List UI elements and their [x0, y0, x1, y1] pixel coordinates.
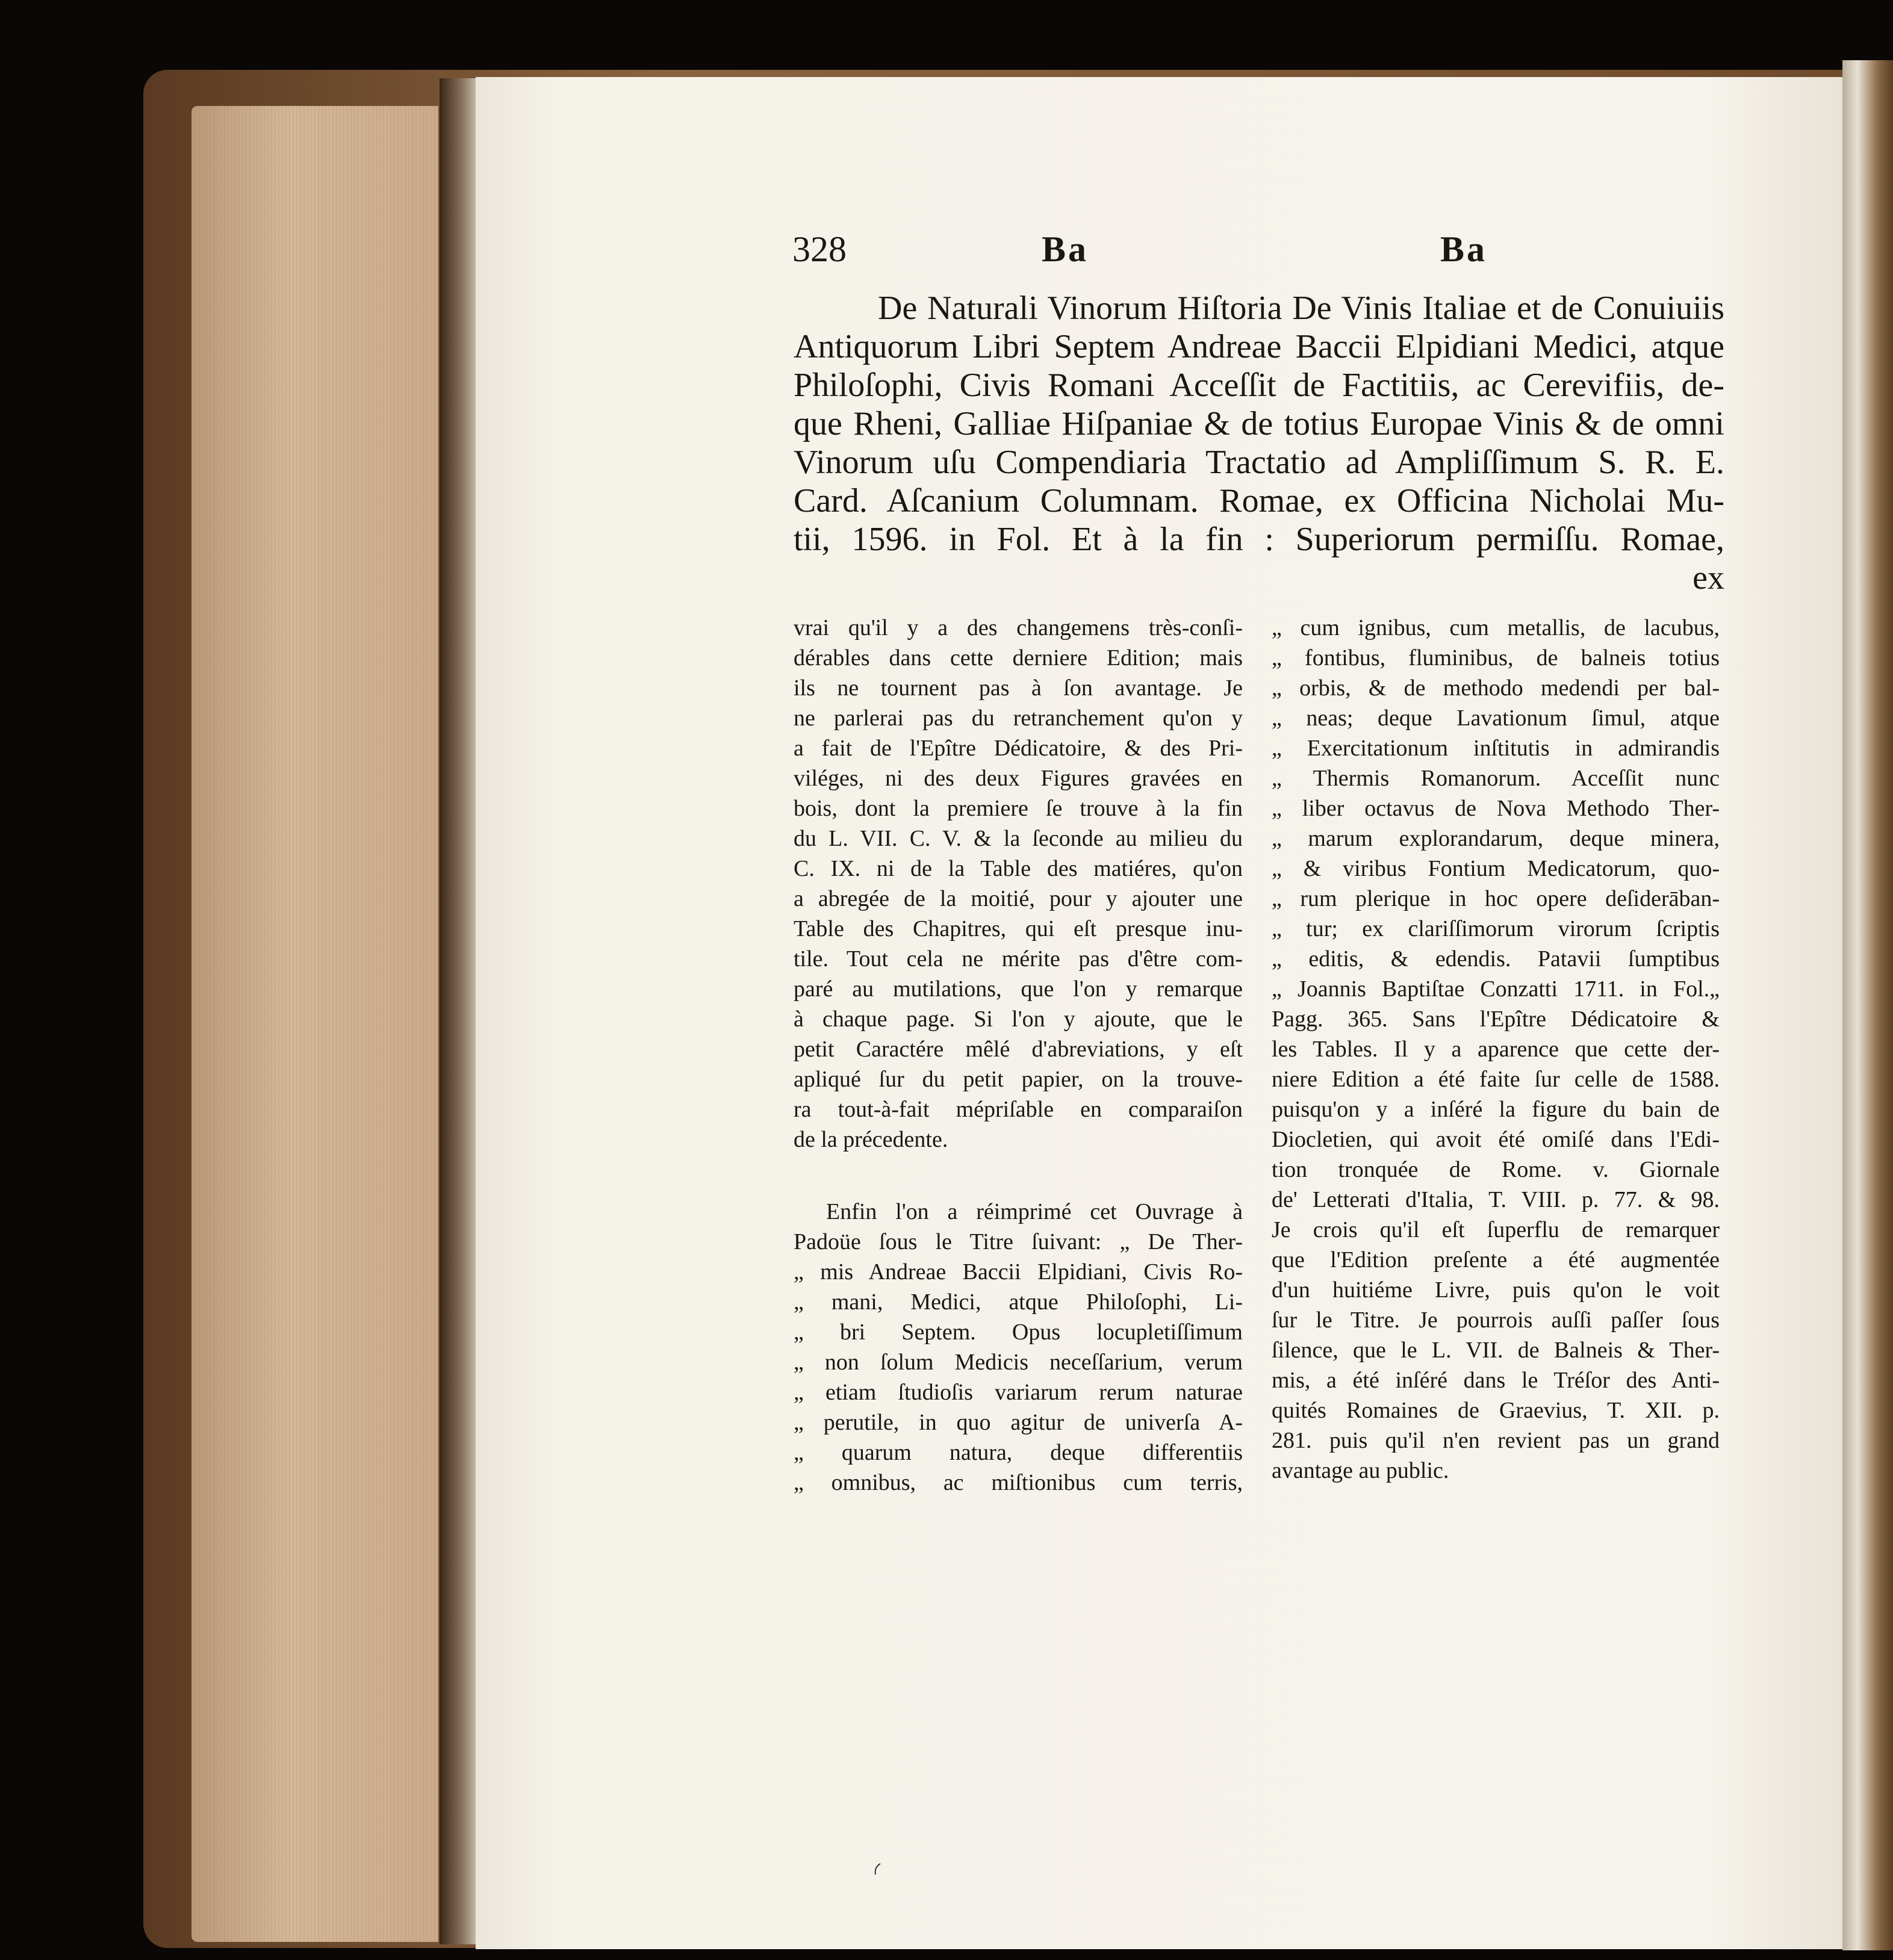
- ink-mark-icon: [871, 1862, 884, 1876]
- text-line: vrai qu'il y a des changemens très-conſi-: [794, 615, 1243, 640]
- page-edges: [191, 106, 438, 1942]
- text-line: „ mani, Medici, atque Philoſophi, Li-: [794, 1289, 1243, 1315]
- text-line: quités Romaines de Graevius, T. XII. p.: [1272, 1398, 1720, 1423]
- running-head-right: Ba: [1440, 229, 1488, 269]
- text-line: puisqu'on y a inſéré la figure du bain de: [1272, 1097, 1720, 1122]
- text-line: ne parlerai pas du retranchement qu'on y: [794, 706, 1243, 731]
- text-line: apliqué ſur du petit papier, on la trouve-: [794, 1067, 1243, 1092]
- running-head-left: Ba: [1042, 229, 1089, 269]
- text-line: tile. Tout cela ne mérite pas d'être com-: [794, 946, 1243, 972]
- title-line: Philoſophi, Civis Romani Acceſſit de Factitiis, ac Cerevifiis, de-: [794, 367, 1724, 404]
- text-line: „ perutile, in quo agitur de univerſa A-: [794, 1410, 1243, 1435]
- right-column: [1272, 613, 1720, 1486]
- title-line: Antiquorum Libri Septem Andreae Baccii Elpidiani Medici, atque: [794, 328, 1724, 365]
- text-line: „ fontibus, fluminibus, de balneis totius: [1272, 645, 1720, 671]
- text-line: petit Caractére mêlé d'abreviations, y eſt: [794, 1037, 1243, 1062]
- left-column: [794, 613, 1243, 1498]
- text-line: ſilence, que le L. VII. de Balneis & Ther-: [1272, 1338, 1720, 1363]
- text-line: mis, a été inſéré dans le Tréſor des Anti-: [1272, 1368, 1720, 1393]
- text-line: bois, dont la premiere ſe trouve à la fin: [794, 796, 1243, 821]
- text-line: „ cum ignibus, cum metallis, de lacubus,: [1272, 615, 1720, 640]
- title-line: tii, 1596. in Fol. Et à la fin : Superiorum permiſſu. Romae,: [794, 521, 1724, 558]
- text-line: 281. puis qu'il n'en revient pas un grand: [1272, 1428, 1720, 1453]
- text-line: les Tables. Il y a aparence que cette der-: [1272, 1037, 1720, 1062]
- text-line: avantage au public.: [1272, 1458, 1449, 1483]
- title-line: Vinorum uſu Compendiaria Tractatio ad Ampliſſimum S. R. E.: [794, 444, 1724, 481]
- text-line: niere Edition a été faite ſur celle de 1588.: [1272, 1067, 1720, 1092]
- text-line: tion tronquée de Rome. v. Giornale: [1272, 1157, 1720, 1182]
- text-line: „ tur; ex clariſſimorum virorum ſcriptis: [1272, 916, 1720, 941]
- text-line: „ omnibus, ac miſtionibus cum terris,: [794, 1470, 1243, 1495]
- text-line: „ bri Septem. Opus locupletiſſimum: [794, 1320, 1243, 1345]
- text-line: „ neas; deque Lavationum ſimul, atque: [1272, 706, 1720, 731]
- text-line: „ Joannis Baptiſtae Conzatti 1711. in Fol.„: [1272, 976, 1720, 1002]
- text-line: ils ne tournent pas à ſon avantage. Je: [794, 675, 1243, 701]
- text-line: „ etiam ſtudioſis variarum rerum naturae: [794, 1380, 1243, 1405]
- text-line: dérables dans cette derniere Edition; mais: [794, 645, 1243, 671]
- title-line: Card. Aſcanium Columnam. Romae, ex Officina Nicholai Mu-: [794, 482, 1724, 519]
- text-line: Enfin l'on a réimprimé cet Ouvrage à: [826, 1199, 1243, 1224]
- catchword: ex: [1693, 559, 1724, 597]
- text-line: „ rum plerique in hoc opere deſiderāban-: [1272, 886, 1720, 911]
- text-line: „ marum explorandarum, deque minera,: [1272, 826, 1720, 851]
- text-line: C. IX. ni de la Table des matiéres, qu'on: [794, 856, 1243, 881]
- title-line: que Rheni, Galliae Hiſpaniae & de totius Europae Vinis & de omni: [794, 405, 1724, 442]
- text-line: „ mis Andreae Baccii Elpidiani, Civis Ro-: [794, 1259, 1243, 1285]
- text-line: ſur le Titre. Je pourrois auſſi paſſer ſous: [1272, 1307, 1720, 1333]
- text-line: à chaque page. Si l'on y ajoute, que le: [794, 1006, 1243, 1032]
- text-line: a fait de l'Epître Dédicatoire, & des Pri-: [794, 736, 1243, 761]
- gutter-shadow: [440, 78, 478, 1944]
- text-line: „ quarum natura, deque differentiis: [794, 1440, 1243, 1465]
- text-line: „ & viribus Fontium Medicatorum, quo-: [1272, 856, 1720, 881]
- text-line: „ Thermis Romanorum. Acceſſit nunc: [1272, 766, 1720, 791]
- text-line: „ non ſolum Medicis neceſſarium, verum: [794, 1350, 1243, 1375]
- title-line: De Naturali Vinorum Hiſtoria De Vinis Italiae et de Conuiuiis: [878, 290, 1724, 327]
- title-entry: [794, 289, 1724, 597]
- text-line: Pagg. 365. Sans l'Epître Dédicatoire &: [1272, 1006, 1720, 1032]
- text-line: de' Letterati d'Italia, T. VIII. p. 77. & 98.: [1272, 1187, 1720, 1212]
- text-line: „ liber octavus de Nova Methodo Ther-: [1272, 796, 1720, 821]
- text-line: Diocletien, qui avoit été omiſé dans l'Edi-: [1272, 1127, 1720, 1152]
- text-line: du L. VII. C. V. & la ſeconde au milieu du: [794, 826, 1243, 851]
- text-line: Padoüe ſous le Titre ſuivant: „ De Ther-: [794, 1229, 1243, 1254]
- text-line: Je crois qu'il eſt ſuperflu de remarquer: [1272, 1217, 1720, 1242]
- text-line: „ orbis, & de methodo medendi per bal-: [1272, 675, 1720, 701]
- text-line: ra tout-à-fait mépriſable en comparaiſon: [794, 1097, 1243, 1122]
- text-line: Table des Chapitres, qui eſt presque inu-: [794, 916, 1243, 941]
- text-line: d'un huitiéme Livre, puis qu'on le voit: [1272, 1277, 1720, 1303]
- facing-page-edge: [1842, 60, 1893, 1950]
- text-line: viléges, ni des deux Figures gravées en: [794, 766, 1243, 791]
- paragraph-gap: [794, 1155, 1243, 1197]
- text-line: „ editis, & edendis. Patavii ſumptibus: [1272, 946, 1720, 972]
- text-line: que l'Edition preſente a été augmentée: [1272, 1247, 1720, 1273]
- text-line: paré au mutilations, que l'on y remarque: [794, 976, 1243, 1002]
- page-number: 328: [792, 229, 847, 269]
- text-line: a abregée de la moitié, pour y ajouter une: [794, 886, 1243, 911]
- text-line: de la précedente.: [794, 1127, 948, 1152]
- text-line: „ Exercitationum inſtitutis in admirandis: [1272, 736, 1720, 761]
